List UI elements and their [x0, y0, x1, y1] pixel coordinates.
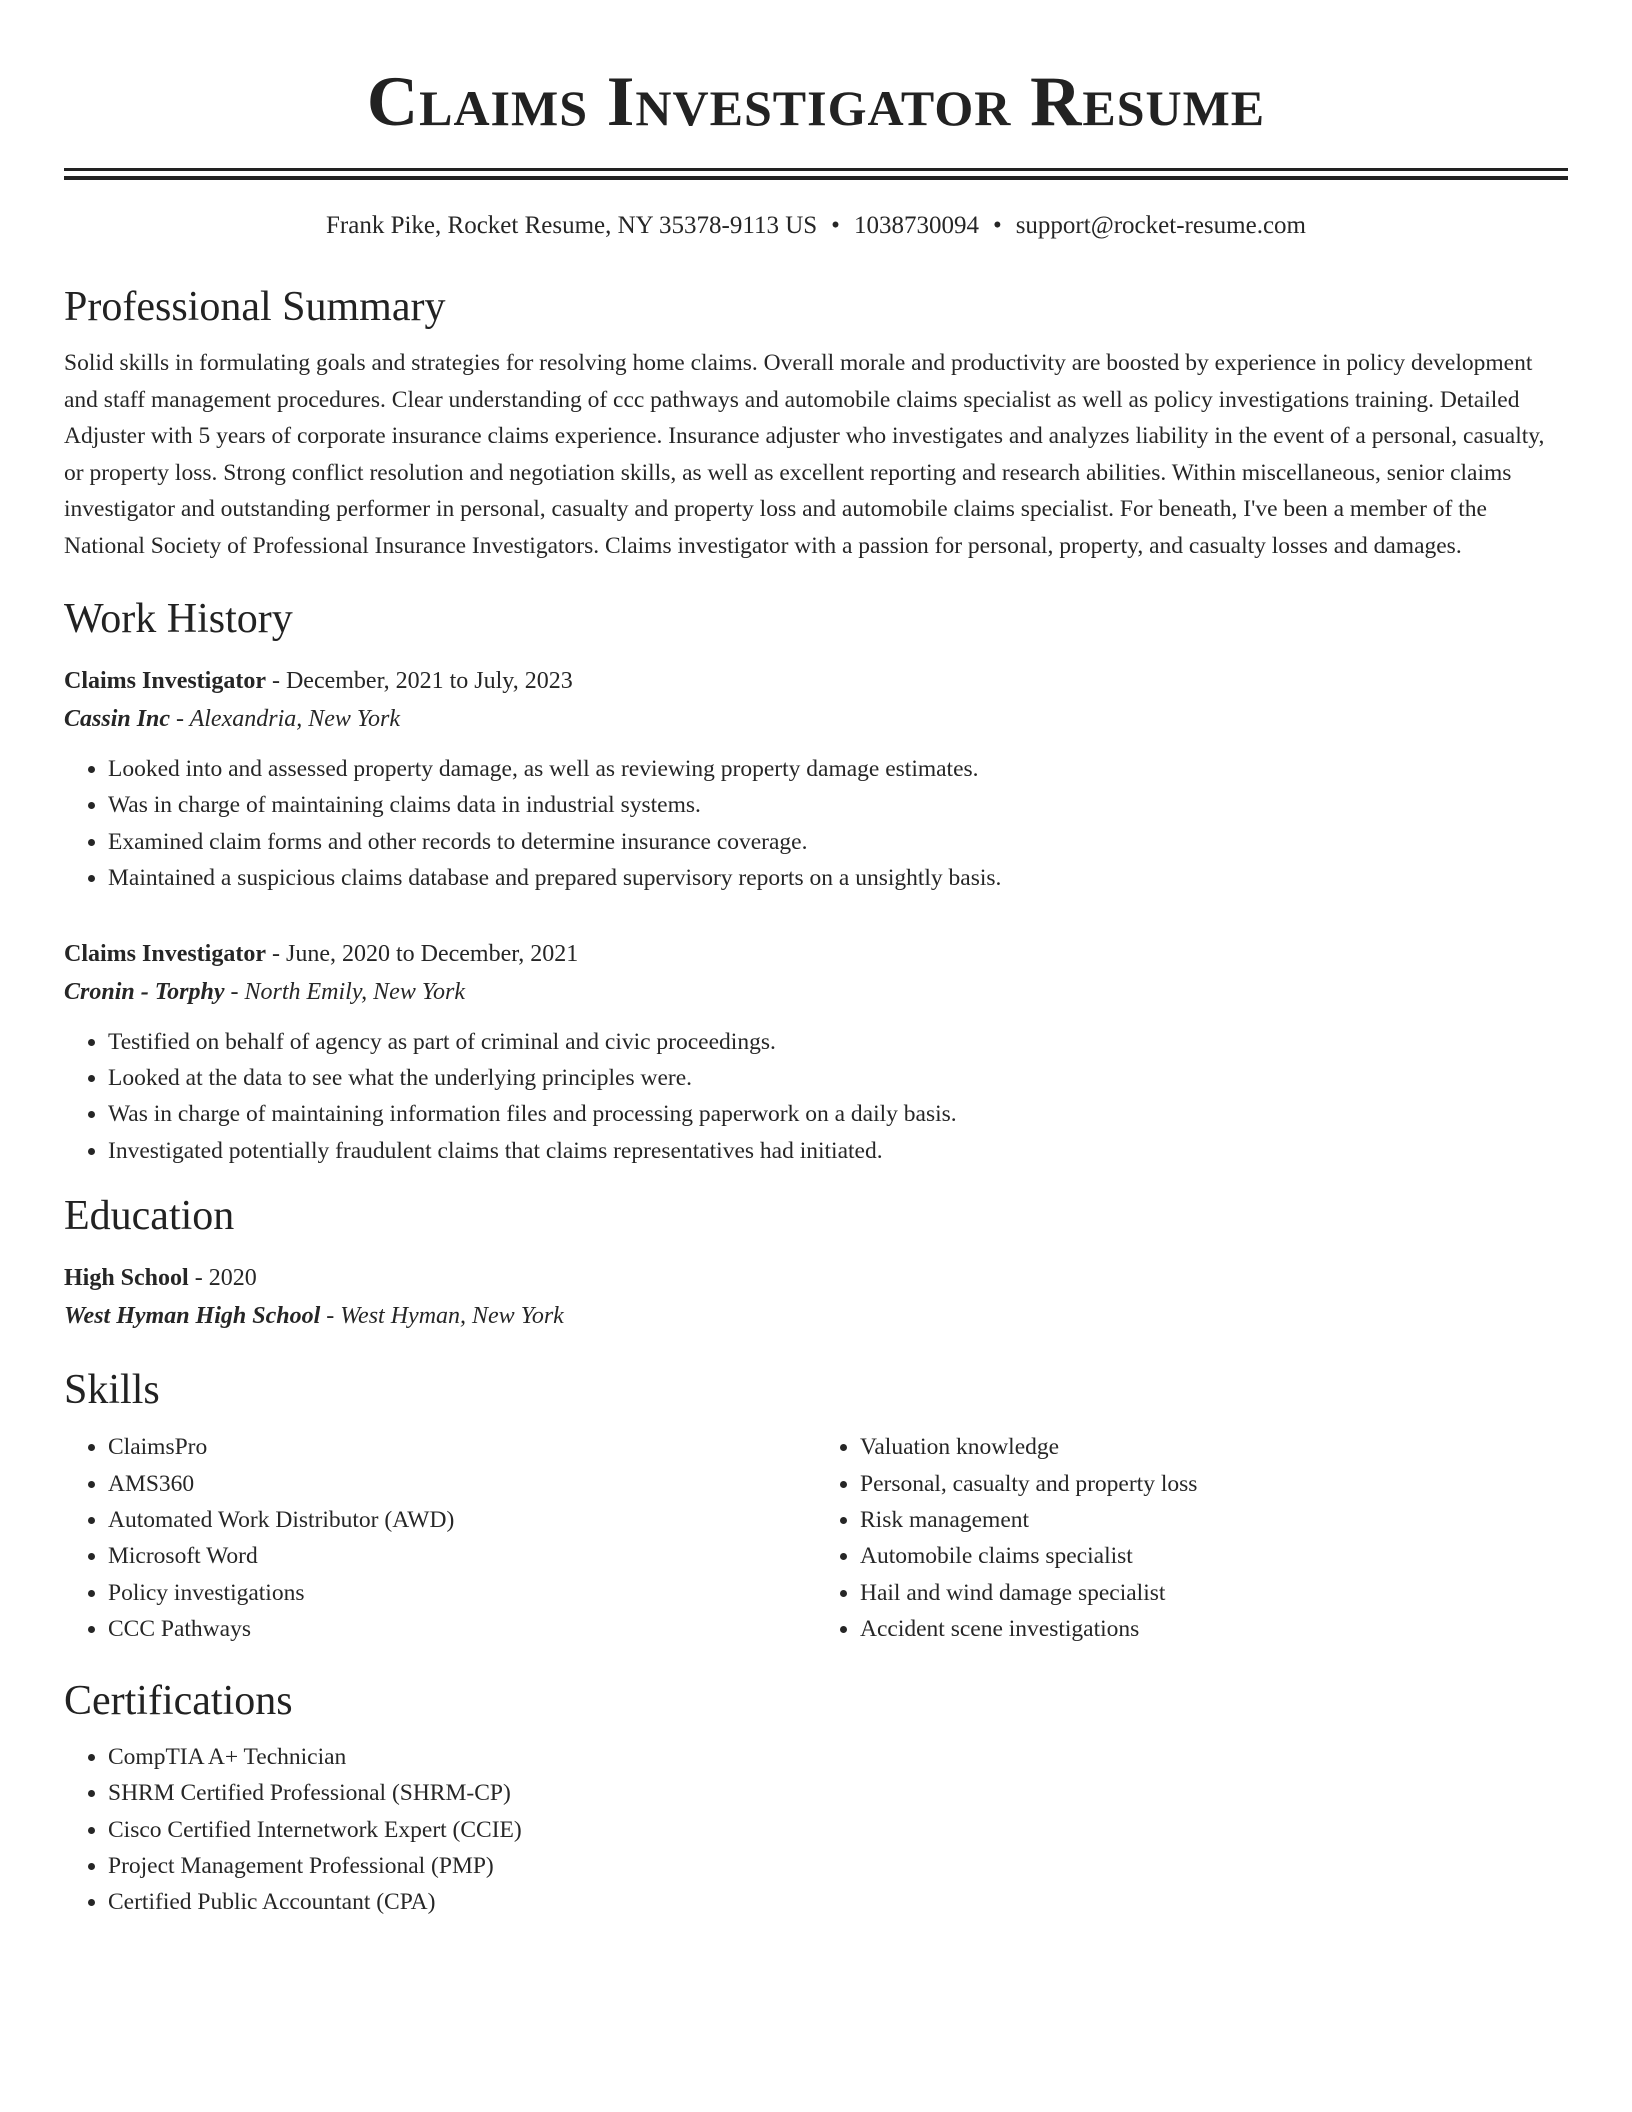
- list-item: • Project Management Professional (PMP): [108, 1848, 1568, 1884]
- job-duties-list: [64, 751, 1568, 897]
- list-item: • Personal, casualty and property loss: [860, 1466, 1568, 1502]
- employer-location: - Alexandria, New York: [170, 706, 401, 732]
- degree-line: [64, 1259, 1568, 1297]
- list-item: • Microsoft Word: [108, 1538, 816, 1574]
- list-item: • Was in charge of maintaining information files and processing paperwork on a daily basis.: [108, 1096, 1568, 1132]
- list-item: • Examined claim forms and other records to determine insurance coverage.: [108, 824, 1568, 860]
- summary-heading: Professional Summary: [64, 284, 446, 330]
- work-history-heading: Work History: [64, 596, 293, 642]
- list-item: • Certified Public Accountant (CPA): [108, 1884, 1568, 1920]
- employer-name: Cronin - Torphy: [64, 978, 225, 1005]
- education-heading: Education: [64, 1193, 235, 1240]
- summary-text: Solid skills in formulating goals and strategies for resolving home claims. Overall morale and productivity are boosted by experience in policy development and staff management procedures. Clear understanding of ccc pathways and automobile claims specialist as well as policy investigations training. Detailed Adjuster with 5 years of corporate insurance claims experience. Insurance adjuster who investigates and analyzes liability in the event of a personal, casualty, or property loss. Strong conflict resolution and negotiation skills, as well as excellent reporting and research abilities. Within miscellaneous, senior claims investigator and outstanding performer in personal, casualty and property loss and automobile claims specialist. For beneath, I've been a member of the National Society of Professional Insurance Investigators. Claims investigator with a passion for personal, property, and casualty losses and damages.: [64, 350, 1545, 559]
- job-dates: - June, 2020 to December, 2021: [265, 940, 579, 967]
- list-item: • Looked at the data to see what the underlying principles were.: [108, 1060, 1568, 1096]
- job-duties-list: [64, 1024, 1568, 1170]
- job-title-line: [64, 935, 1568, 973]
- list-item: • Was in charge of maintaining claims data in industrial systems.: [108, 787, 1568, 823]
- skills-list-left: [64, 1429, 816, 1647]
- list-item: • CCC Pathways: [108, 1611, 816, 1647]
- employer-line: [64, 973, 1568, 1011]
- resume-title: Claims Investigator Resume: [366, 63, 1266, 141]
- list-item: • Testified on behalf of agency as part of criminal and civic proceedings.: [108, 1024, 1568, 1060]
- job-title-line: [64, 662, 1568, 700]
- job-entry: [64, 662, 1568, 897]
- contact-phone: 1038730094: [853, 212, 979, 239]
- job-entry: [64, 935, 1568, 1170]
- list-item: • Risk management: [860, 1502, 1568, 1538]
- list-item: • Automated Work Distributor (AWD): [108, 1502, 816, 1538]
- school-location: - West Hyman, New York: [320, 1303, 564, 1330]
- list-item: • Hail and wind damage specialist: [860, 1575, 1568, 1611]
- job-title: Claims Investigator: [64, 668, 266, 694]
- contact-line: [64, 210, 1568, 242]
- employer-line: [64, 700, 1568, 738]
- job-dates: - December, 2021 to July, 2023: [265, 668, 573, 694]
- graduation-year: - 2020: [188, 1265, 257, 1292]
- list-item: • Accident scene investigations: [860, 1611, 1568, 1647]
- list-item: • CompTIA A+ Technician: [108, 1739, 1568, 1775]
- certifications-heading: Certifications: [64, 1677, 293, 1724]
- list-item: • ClaimsPro: [108, 1429, 816, 1465]
- skills-heading: Skills: [64, 1367, 160, 1414]
- skills-columns: [64, 1429, 1568, 1647]
- list-item: • Maintained a suspicious claims database and prepared supervisory reports on a unsightly basis.: [108, 860, 1568, 896]
- certifications-list: [64, 1739, 1568, 1921]
- contact-separator: •: [992, 212, 1002, 239]
- list-item: • AMS360: [108, 1466, 816, 1502]
- education-entry: [64, 1259, 1568, 1335]
- list-item: • Automobile claims specialist: [860, 1538, 1568, 1574]
- title-double-rule: [64, 168, 1568, 180]
- school-line: [64, 1297, 1568, 1335]
- degree-name: High School: [64, 1265, 189, 1292]
- list-item: • Looked into and assessed property damage, as well as reviewing property damage estimates.: [108, 751, 1568, 787]
- contact-email: support@rocket-resume.com: [1015, 212, 1306, 239]
- list-item: • Cisco Certified Internetwork Expert (CCIE): [108, 1812, 1568, 1848]
- job-title: Claims Investigator: [64, 940, 266, 967]
- school-name: West Hyman High School: [64, 1303, 321, 1330]
- contact-address: Frank Pike, Rocket Resume, NY 35378-9113 US: [326, 212, 818, 239]
- skills-list-right: [816, 1429, 1568, 1647]
- list-item: • Investigated potentially fraudulent claims that claims representatives had initiated.: [108, 1133, 1568, 1169]
- contact-separator: •: [831, 212, 840, 239]
- employer-location: - North Emily, New York: [224, 978, 465, 1005]
- list-item: • Valuation knowledge: [860, 1429, 1568, 1465]
- list-item: • Policy investigations: [108, 1575, 816, 1611]
- employer-name: Cassin Inc: [64, 706, 171, 732]
- list-item: • SHRM Certified Professional (SHRM-CP): [108, 1775, 1568, 1811]
